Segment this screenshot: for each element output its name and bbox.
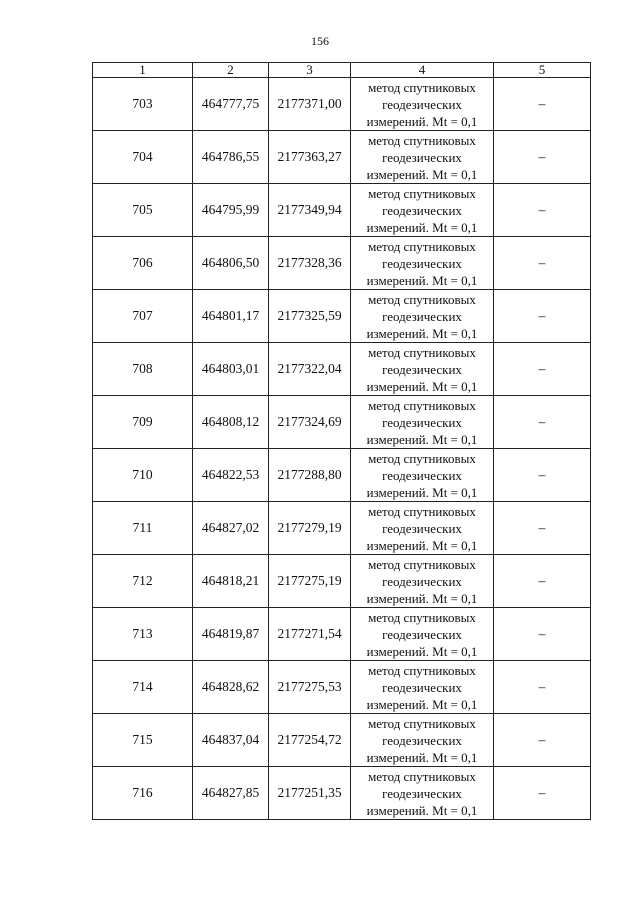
method-text-line: геодезических [382, 202, 462, 218]
method-text-line: геодезических [382, 520, 462, 536]
y-coordinate-cell: 2177275,19 [269, 555, 351, 608]
column-header-2: 2 [193, 63, 269, 78]
table-row [93, 131, 591, 184]
method-cell [351, 449, 494, 502]
method-text-line: метод спутниковых [368, 503, 476, 519]
note-cell: – [494, 661, 591, 714]
method-cell [351, 661, 494, 714]
y-coordinate-cell: 2177271,54 [269, 608, 351, 661]
y-coordinate-cell: 2177324,69 [269, 396, 351, 449]
table-row [93, 767, 591, 820]
method-cell [351, 767, 494, 820]
y-coordinate-cell: 2177322,04 [269, 343, 351, 396]
y-coordinate-cell: 2177363,27 [269, 131, 351, 184]
method-text-line: измерений. Mt = 0,1 [366, 749, 478, 765]
method-text-line: геодезических [382, 626, 462, 642]
method-cell [351, 343, 494, 396]
method-cell [351, 237, 494, 290]
method-text-line: геодезических [382, 573, 462, 589]
table-row [93, 714, 591, 767]
method-cell [351, 396, 494, 449]
note-cell: – [494, 767, 591, 820]
table-row [93, 502, 591, 555]
method-text-line: метод спутниковых [368, 556, 476, 572]
point-number-cell: 709 [93, 396, 193, 449]
method-text-line: геодезических [382, 308, 462, 324]
method-cell [351, 608, 494, 661]
method-text-line: измерений. Mt = 0,1 [366, 643, 478, 659]
note-cell: – [494, 78, 591, 131]
method-cell [351, 555, 494, 608]
table-row [93, 555, 591, 608]
y-coordinate-cell: 2177328,36 [269, 237, 351, 290]
method-text-line: метод спутниковых [368, 768, 476, 784]
method-text-line: геодезических [382, 255, 462, 271]
x-coordinate-cell: 464806,50 [193, 237, 269, 290]
method-text-line: измерений. Mt = 0,1 [366, 378, 478, 394]
method-text-line: метод спутниковых [368, 185, 476, 201]
method-text-line: геодезических [382, 679, 462, 695]
method-text-line: измерений. Mt = 0,1 [366, 113, 478, 129]
table-row [93, 661, 591, 714]
method-text-line: измерений. Mt = 0,1 [366, 802, 478, 818]
method-cell [351, 131, 494, 184]
table-row [93, 343, 591, 396]
method-cell [351, 502, 494, 555]
x-coordinate-cell: 464819,87 [193, 608, 269, 661]
point-number-cell: 714 [93, 661, 193, 714]
point-number-cell: 716 [93, 767, 193, 820]
column-header-3: 3 [269, 63, 351, 78]
point-number-cell: 711 [93, 502, 193, 555]
method-text-line: измерений. Mt = 0,1 [366, 166, 478, 182]
method-text-line: измерений. Mt = 0,1 [366, 431, 478, 447]
y-coordinate-cell: 2177279,19 [269, 502, 351, 555]
method-text-line: метод спутниковых [368, 132, 476, 148]
table-row [93, 78, 591, 131]
method-text-line: измерений. Mt = 0,1 [366, 696, 478, 712]
method-cell [351, 184, 494, 237]
method-text-line: метод спутниковых [368, 79, 476, 95]
method-text-line: измерений. Mt = 0,1 [366, 484, 478, 500]
point-number-cell: 708 [93, 343, 193, 396]
y-coordinate-cell: 2177251,35 [269, 767, 351, 820]
note-cell: – [494, 555, 591, 608]
method-text-line: измерений. Mt = 0,1 [366, 219, 478, 235]
y-coordinate-cell: 2177254,72 [269, 714, 351, 767]
method-text-line: геодезических [382, 414, 462, 430]
method-text-line: измерений. Mt = 0,1 [366, 272, 478, 288]
method-text-line: метод спутниковых [368, 450, 476, 466]
table-body [93, 78, 591, 820]
point-number-cell: 712 [93, 555, 193, 608]
y-coordinate-cell: 2177275,53 [269, 661, 351, 714]
method-text-line: метод спутниковых [368, 344, 476, 360]
point-number-cell: 705 [93, 184, 193, 237]
note-cell: – [494, 608, 591, 661]
method-cell [351, 78, 494, 131]
column-header-4: 4 [351, 63, 494, 78]
point-number-cell: 710 [93, 449, 193, 502]
note-cell: – [494, 184, 591, 237]
point-number-cell: 707 [93, 290, 193, 343]
method-text-line: геодезических [382, 785, 462, 801]
point-number-cell: 704 [93, 131, 193, 184]
method-text-line: метод спутниковых [368, 291, 476, 307]
method-text-line: метод спутниковых [368, 397, 476, 413]
x-coordinate-cell: 464827,85 [193, 767, 269, 820]
method-text-line: геодезических [382, 732, 462, 748]
method-text-line: измерений. Mt = 0,1 [366, 590, 478, 606]
note-cell: – [494, 714, 591, 767]
method-text-line: метод спутниковых [368, 609, 476, 625]
table-row [93, 184, 591, 237]
x-coordinate-cell: 464795,99 [193, 184, 269, 237]
x-coordinate-cell: 464827,02 [193, 502, 269, 555]
y-coordinate-cell: 2177349,94 [269, 184, 351, 237]
y-coordinate-cell: 2177325,59 [269, 290, 351, 343]
x-coordinate-cell: 464801,17 [193, 290, 269, 343]
method-text-line: измерений. Mt = 0,1 [366, 325, 478, 341]
method-text-line: геодезических [382, 467, 462, 483]
x-coordinate-cell: 464803,01 [193, 343, 269, 396]
note-cell: – [494, 449, 591, 502]
x-coordinate-cell: 464808,12 [193, 396, 269, 449]
column-header-1: 1 [93, 63, 193, 78]
point-number-cell: 713 [93, 608, 193, 661]
x-coordinate-cell: 464828,62 [193, 661, 269, 714]
x-coordinate-cell: 464837,04 [193, 714, 269, 767]
x-coordinate-cell: 464786,55 [193, 131, 269, 184]
y-coordinate-cell: 2177288,80 [269, 449, 351, 502]
note-cell: – [494, 290, 591, 343]
note-cell: – [494, 396, 591, 449]
method-cell [351, 714, 494, 767]
method-text-line: метод спутниковых [368, 715, 476, 731]
point-number-cell: 706 [93, 237, 193, 290]
page-number: 156 [311, 34, 329, 48]
method-text-line: метод спутниковых [368, 662, 476, 678]
x-coordinate-cell: 464777,75 [193, 78, 269, 131]
note-cell: – [494, 237, 591, 290]
x-coordinate-cell: 464818,21 [193, 555, 269, 608]
x-coordinate-cell: 464822,53 [193, 449, 269, 502]
point-number-cell: 715 [93, 714, 193, 767]
note-cell: – [494, 502, 591, 555]
method-text-line: геодезических [382, 361, 462, 377]
y-coordinate-cell: 2177371,00 [269, 78, 351, 131]
table-row [93, 237, 591, 290]
method-text-line: метод спутниковых [368, 238, 476, 254]
coordinates-table [92, 62, 591, 820]
table-row [93, 608, 591, 661]
method-cell [351, 290, 494, 343]
method-text-line: геодезических [382, 96, 462, 112]
note-cell: – [494, 343, 591, 396]
table-header-row [93, 63, 591, 78]
method-text-line: измерений. Mt = 0,1 [366, 537, 478, 553]
note-cell: – [494, 131, 591, 184]
table-row [93, 449, 591, 502]
point-number-cell: 703 [93, 78, 193, 131]
table-row [93, 396, 591, 449]
column-header-5: 5 [494, 63, 591, 78]
table-row [93, 290, 591, 343]
method-text-line: геодезических [382, 149, 462, 165]
